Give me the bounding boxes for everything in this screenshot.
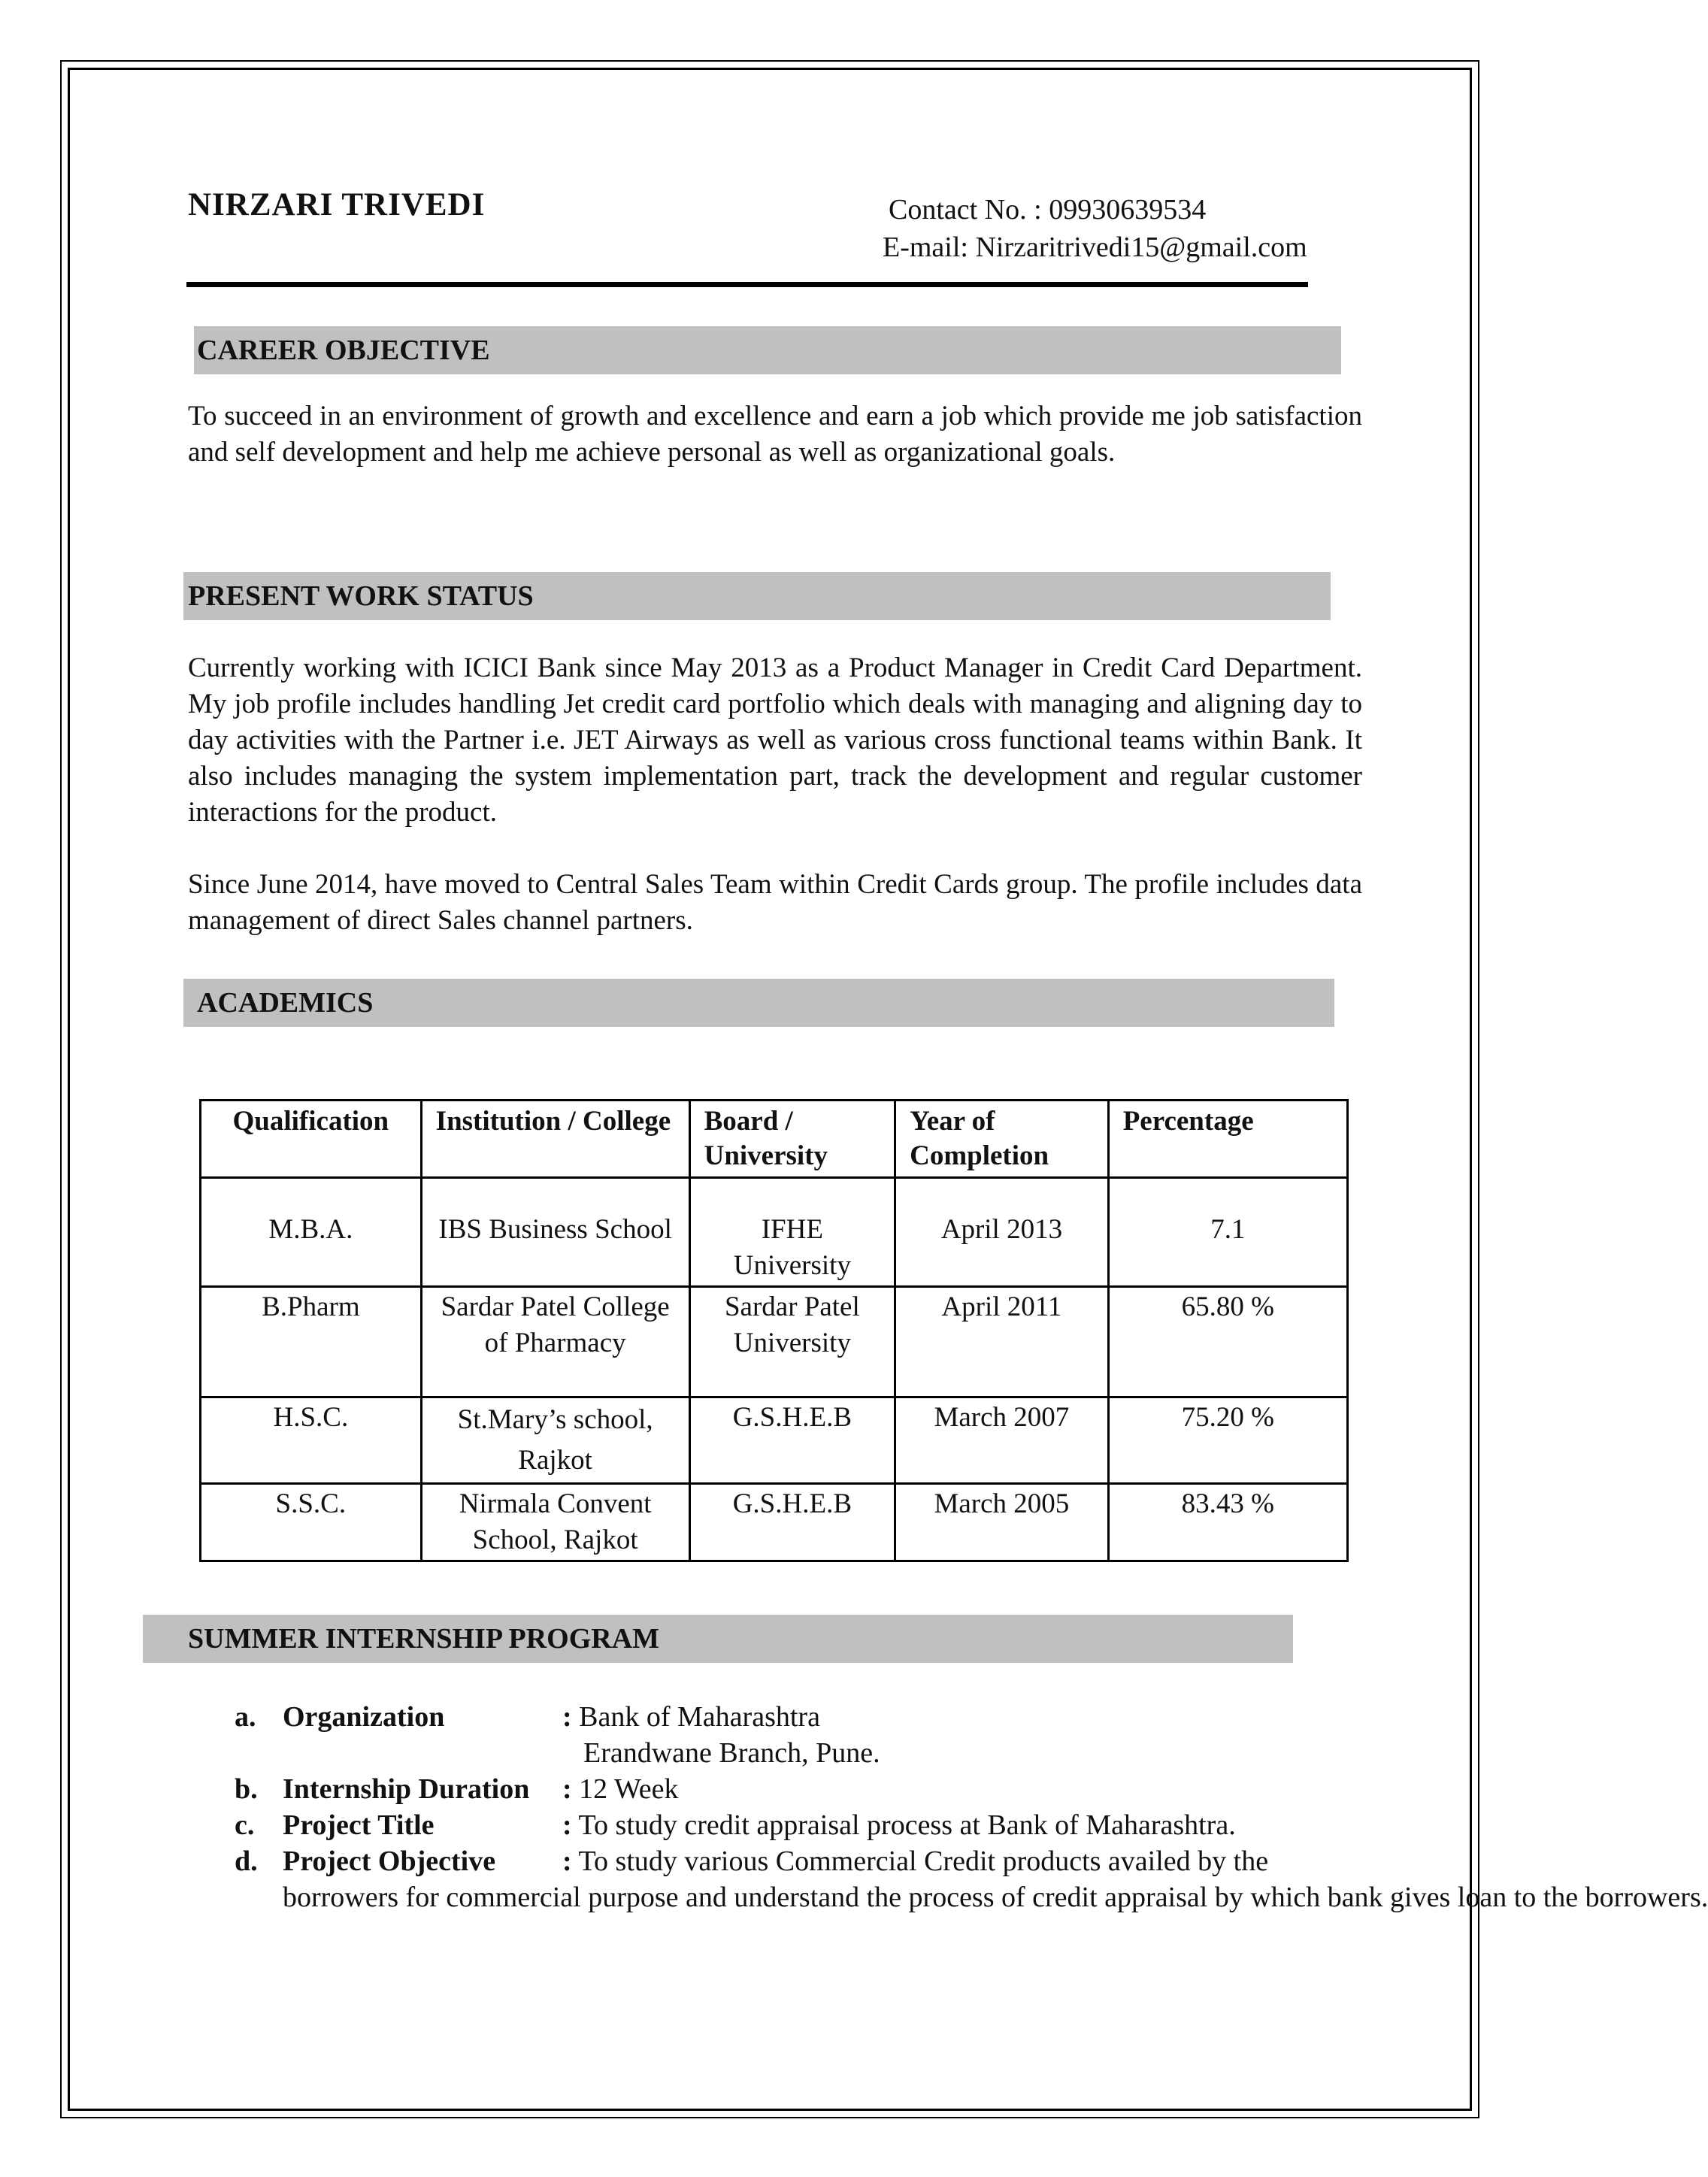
cell-institution: Sardar Patel College of Pharmacy (421, 1287, 689, 1397)
table-row (201, 1287, 1348, 1397)
cell-institution: IBS Business School (421, 1178, 689, 1287)
career-objective-paragraph: To succeed in an environment of growth and excellence and earn a job which provide me job satisfaction and self development and help me achieve personal as well as organizational goals. (188, 401, 1362, 468)
cell-board: G.S.H.E.B (689, 1397, 895, 1484)
cell-year: April 2013 (895, 1178, 1109, 1287)
item-marker: c. (235, 1809, 255, 1841)
cell-qualification: B.Pharm (201, 1287, 422, 1397)
item-marker: b. (235, 1773, 258, 1805)
cell-percentage: 7.1 (1108, 1178, 1347, 1287)
item-label: Project Objective (283, 1845, 496, 1877)
cell-year: March 2007 (895, 1397, 1109, 1484)
section-heading-career-objective: CAREER OBJECTIVE (194, 326, 1341, 374)
work-status-paragraph-1: Currently working with ICICI Bank since May 2013 as a Product Manager in Credit Card Department. My job profile includes handling Jet credit card portfolio which deals with managing and aligning day to day activities with the Partner i.e. JET Airways as well as various cross functional teams within Bank. It also includes managing the system implementation part, track the development and regular customer interactions for the product. (188, 652, 1362, 828)
table-row (201, 1484, 1348, 1561)
item-marker: d. (235, 1845, 258, 1877)
career-objective-text (188, 398, 1362, 471)
cell-board: IFHE University (689, 1178, 895, 1287)
table-header-row (201, 1101, 1348, 1178)
section-heading-summer-internship: SUMMER INTERNSHIP PROGRAM (143, 1615, 1293, 1663)
cell-percentage: 83.43 % (1108, 1484, 1347, 1561)
header-divider (186, 282, 1308, 287)
section-heading-present-work-status: PRESENT WORK STATUS (183, 572, 1331, 620)
header-percentage: Percentage (1108, 1101, 1347, 1178)
cell-year: April 2011 (895, 1287, 1109, 1397)
cell-percentage: 65.80 % (1108, 1287, 1347, 1397)
header-institution: Institution / College (421, 1101, 689, 1178)
header-year: Year of Completion (895, 1101, 1109, 1178)
cell-board: Sardar Patel University (689, 1287, 895, 1397)
candidate-name: NIRZARI TRIVEDI (188, 187, 486, 223)
work-status-paragraph-2: Since June 2014, have moved to Central Sales Team within Credit Cards group. The profile includes data management of direct Sales channel partners. (188, 869, 1362, 936)
item-label: Project Title (283, 1809, 435, 1841)
header-qualification: Qualification (201, 1101, 422, 1178)
cell-qualification: H.S.C. (201, 1397, 422, 1484)
cell-qualification: M.B.A. (201, 1178, 422, 1287)
item-value: : Bank of Maharashtra (562, 1701, 820, 1733)
item-value-continuation: borrowers for commercial purpose and understand the process of credit appraisal by which bank gives loan to the borrowers. (283, 1882, 1708, 1913)
cell-year: March 2005 (895, 1484, 1109, 1561)
item-marker: a. (235, 1701, 256, 1733)
cell-institution: St.Mary’s school, Rajkot (421, 1397, 689, 1484)
cell-qualification: S.S.C. (201, 1484, 422, 1561)
item-label: Internship Duration (283, 1773, 530, 1805)
section-heading-academics: ACADEMICS (183, 979, 1334, 1027)
cell-percentage: 75.20 % (1108, 1397, 1347, 1484)
cell-institution: Nirmala Convent School, Rajkot (421, 1484, 689, 1561)
work-status-text (188, 650, 1362, 939)
email-address: E-mail: Nirzaritrivedi15@gmail.com (883, 232, 1307, 263)
contact-block (883, 191, 1307, 266)
contact-number: Contact No. : 09930639534 (889, 194, 1207, 226)
item-label: Organization (283, 1701, 445, 1733)
header-board: Board / University (689, 1101, 895, 1178)
table-row (201, 1397, 1348, 1484)
table-row (201, 1178, 1348, 1287)
item-value: : To study credit appraisal process at Bank of Maharashtra. (562, 1809, 1236, 1841)
item-value: : To study various Commercial Credit products availed by the (562, 1845, 1269, 1877)
academics-table (199, 1099, 1349, 1562)
item-value-continuation: Erandwane Branch, Pune. (583, 1737, 880, 1769)
item-value: : 12 Week (562, 1773, 679, 1805)
cell-board: G.S.H.E.B (689, 1484, 895, 1561)
